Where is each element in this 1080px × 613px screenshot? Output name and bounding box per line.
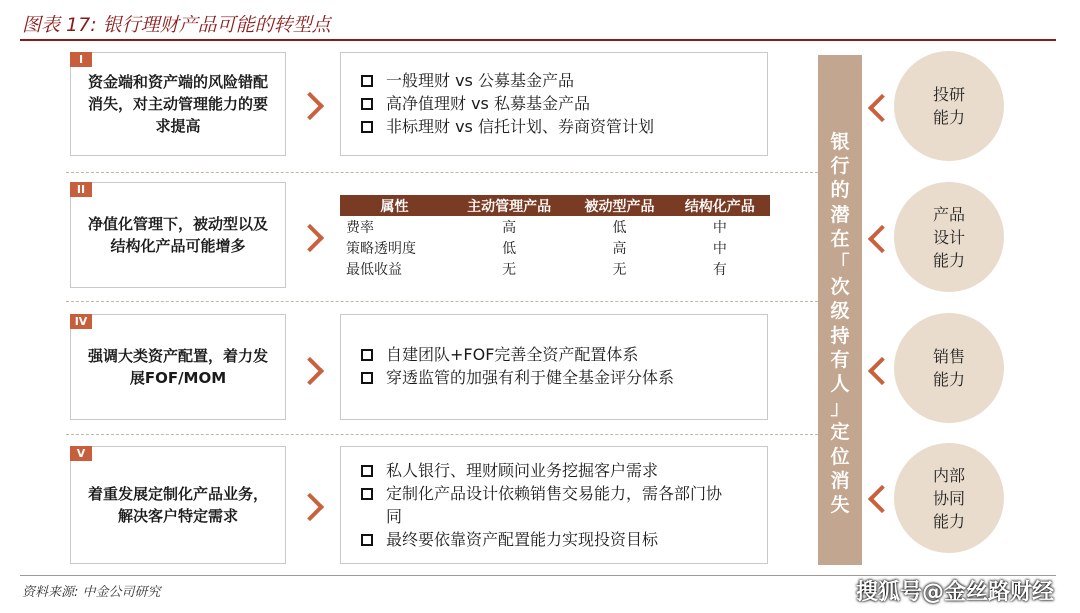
item-text: 一般理财 vs 公募基金产品	[386, 71, 574, 90]
chevron-right-icon	[296, 92, 324, 120]
item-text: 定制化产品设计依赖销售交易能力，需各部门协同	[386, 484, 723, 526]
table-cell: 低	[612, 219, 627, 236]
center-char: 失	[830, 494, 850, 517]
center-char: 级	[830, 300, 850, 323]
circle-line: 销售	[932, 347, 965, 366]
table-cell: 有	[712, 261, 727, 278]
row-1-right-box	[340, 52, 768, 156]
circle-line: 能力	[932, 370, 965, 389]
circle-line: 能力	[932, 108, 965, 127]
list-item	[361, 459, 733, 482]
figure-title: 图表 17: 银行理财产品可能的转型点	[22, 14, 331, 36]
table-header: 属性	[340, 195, 449, 216]
row-3-tag: IV	[70, 314, 92, 329]
center-char: 定	[830, 421, 850, 444]
chevron-right-icon	[296, 357, 324, 385]
center-bar-text	[818, 130, 862, 517]
circle-line: 能力	[932, 250, 965, 270]
table-cell: 无	[612, 261, 627, 278]
checkbox-icon	[361, 75, 373, 87]
row-2-left-text: 净值化管理下，被动型以及结构化产品可能增多	[87, 215, 268, 255]
checkbox-icon	[361, 98, 373, 110]
watermark: 搜狐号@金丝路财经	[855, 580, 1054, 605]
center-char: 银	[830, 131, 850, 153]
row-2-left-box	[70, 182, 286, 288]
table-cell: 费率	[346, 219, 374, 236]
list-item	[361, 92, 747, 115]
chevron-right-icon	[296, 224, 324, 252]
center-char: 位	[830, 445, 850, 468]
table-cell: 策略透明度	[346, 240, 416, 257]
table-header-row	[340, 195, 770, 216]
center-char: 「	[830, 252, 850, 275]
table-header: 结构化产品	[670, 195, 770, 216]
row-3-right-box	[340, 314, 768, 420]
table-cell: 中	[712, 219, 727, 236]
checkbox-icon	[361, 121, 373, 133]
chevron-left-icon	[868, 94, 896, 122]
row-4-left-box	[70, 446, 286, 564]
table-cell: 低	[502, 240, 517, 257]
checkbox-icon	[361, 372, 373, 384]
center-char: 消	[830, 469, 850, 492]
chevron-left-icon	[868, 485, 896, 513]
row-4-right-box	[340, 446, 768, 564]
row-separator	[66, 434, 818, 435]
table-header: 主动管理产品	[449, 195, 569, 216]
row-3-left-box	[70, 314, 286, 420]
table-cell: 高	[502, 219, 517, 236]
circle-line: 协同	[932, 488, 965, 508]
list-item	[361, 115, 747, 138]
center-char: 持	[830, 324, 850, 347]
row-4-left-text: 着重发展定制化产品业务，解决客户特定需求	[87, 485, 268, 525]
table-cell: 最低收益	[346, 261, 402, 278]
capability-circle-coordination	[894, 443, 1004, 553]
center-char: 有	[830, 348, 850, 371]
chevron-left-icon	[868, 357, 896, 385]
source-note: 资料来源: 中金公司研究	[22, 585, 161, 600]
center-char: 」	[830, 397, 850, 420]
item-text: 自建团队+FOF完善全资产配置体系	[386, 345, 639, 364]
list-item	[361, 343, 747, 366]
table-header: 被动型产品	[569, 195, 669, 216]
capability-circle-sales	[894, 313, 1004, 423]
row-3-left-text: 强调大类资产配置，着力发展FOF/MOM	[87, 347, 268, 387]
title-rule	[20, 39, 1056, 41]
checkbox-icon	[361, 534, 373, 546]
capability-circle-research	[894, 51, 1004, 161]
row-separator	[66, 301, 818, 302]
attribute-table	[340, 195, 770, 279]
center-char: 的	[830, 179, 850, 202]
list-item	[361, 482, 733, 528]
list-item	[361, 366, 747, 389]
row-4-tag: V	[70, 446, 92, 461]
center-char: 人	[830, 373, 850, 396]
circle-line: 内部	[932, 465, 965, 485]
list-item	[361, 528, 733, 551]
checkbox-icon	[361, 465, 373, 477]
item-text: 私人银行、理财顾问业务挖掘客户需求	[386, 461, 659, 480]
table-cell: 无	[502, 261, 517, 278]
chevron-left-icon	[868, 225, 896, 253]
checkbox-icon	[361, 349, 373, 361]
table-cell: 中	[712, 240, 727, 257]
row-1-left-box	[70, 52, 286, 156]
center-char: 行	[830, 155, 850, 178]
circle-line: 投研	[932, 85, 965, 104]
row-2-tag: II	[70, 182, 92, 197]
row-separator	[66, 172, 818, 173]
table-row	[340, 258, 770, 279]
table-cell: 高	[612, 240, 627, 257]
center-char: 潜	[830, 203, 850, 226]
center-char: 在	[830, 227, 850, 250]
item-text: 非标理财 vs 信托计划、券商资管计划	[386, 117, 654, 136]
checkbox-icon	[361, 488, 373, 500]
capability-circle-product-design	[894, 182, 1004, 292]
row-1-left-text: 资金端和资产端的风险错配消失，对主动管理能力的要求提高	[87, 73, 268, 135]
center-char: 次	[830, 276, 850, 299]
item-text: 最终要依靠资产配置能力实现投资目标	[386, 530, 659, 549]
list-item	[361, 69, 747, 92]
table-row	[340, 216, 770, 237]
chevron-right-icon	[296, 493, 324, 521]
item-text: 穿透监管的加强有利于健全基金评分体系	[386, 368, 675, 387]
circle-line: 产品	[932, 204, 965, 224]
item-text: 高净值理财 vs 私募基金产品	[386, 94, 590, 113]
row-1-tag: I	[70, 52, 92, 67]
table-row	[340, 237, 770, 258]
circle-line: 设计	[932, 227, 965, 247]
circle-line: 能力	[932, 511, 965, 531]
